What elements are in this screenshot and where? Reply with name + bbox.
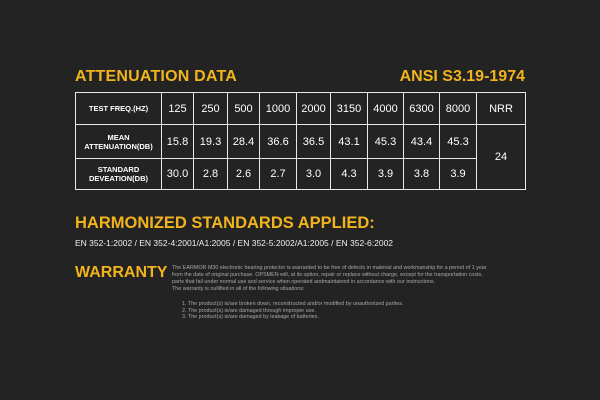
harmonized-standards-title: HARMONIZED STANDARDS APPLIED: bbox=[75, 214, 375, 232]
frequency-cell: 8000 bbox=[440, 93, 477, 125]
standard-deviation-row bbox=[76, 159, 526, 190]
mean-attenuation-cell: 36.6 bbox=[260, 125, 297, 159]
frequency-cell: 4000 bbox=[368, 93, 404, 125]
standard-deviation-cell: 30.0 bbox=[162, 159, 194, 190]
ansi-standard-label: ANSI S3.19-1974 bbox=[399, 68, 525, 85]
standard-deviation-cell: 3.9 bbox=[368, 159, 404, 190]
warranty-paragraph-line: The warranty is nullified in all of the following situations: bbox=[172, 286, 305, 292]
mean-attenuation-cell: 19.3 bbox=[194, 125, 228, 159]
frequency-cell: 6300 bbox=[404, 93, 440, 125]
warranty-paragraph-line: parts that fail under normal use and service when operated andmaintained in accordance with our instructions. bbox=[172, 279, 436, 285]
list-item: 2. The product(s) is/are damaged through improper use. bbox=[182, 307, 316, 314]
mean-attenuation-cell: 45.3 bbox=[440, 125, 477, 159]
harmonized-standards-list: EN 352-1:2002 / EN 352-4:2001/A1:2005 / EN 352-5:2002/A1:2005 / EN 352-6:2002 bbox=[75, 238, 394, 248]
warranty-paragraph-line: from the date of original purchase. OPSMEN will, at its option, repair or replace without charge, except for the transportation costs, bbox=[172, 272, 483, 278]
standard-deviation-cell: 2.6 bbox=[228, 159, 260, 190]
mean-attenuation-row bbox=[76, 125, 526, 159]
warranty-paragraph-line: The EARMOR M30 electronic hearing protector is warranted to be free of defects in material and workmanship for a period of 1 year bbox=[172, 265, 487, 271]
frequency-cell: 3150 bbox=[331, 93, 368, 125]
attenuation-data-title: ATTENUATION DATA bbox=[75, 68, 237, 85]
standard-deviation-cell: 3.9 bbox=[440, 159, 477, 190]
mean-attenuation-cell: 43.1 bbox=[331, 125, 368, 159]
mean-attenuation-cell: 15.8 bbox=[162, 125, 194, 159]
standard-deviation-cell: 3.8 bbox=[404, 159, 440, 190]
warranty-title: WARRANTY bbox=[75, 264, 168, 281]
row-header-standard-deviation: STANDARD DEVEATION(DB) bbox=[76, 159, 162, 190]
list-item: 3. The product(s) is/are damaged by leakage of batteries. bbox=[182, 314, 319, 321]
standard-deviation-cell: 2.8 bbox=[194, 159, 228, 190]
mean-attenuation-cell: 45.3 bbox=[368, 125, 404, 159]
warranty-exclusions-list bbox=[182, 301, 532, 321]
nrr-value-cell: 24 bbox=[477, 125, 526, 190]
attenuation-table bbox=[75, 92, 526, 190]
frequency-cell: 2000 bbox=[297, 93, 331, 125]
mean-attenuation-cell: 43.4 bbox=[404, 125, 440, 159]
frequency-cell: 250 bbox=[194, 93, 228, 125]
frequency-row bbox=[76, 93, 526, 125]
nrr-header-cell: NRR bbox=[477, 93, 526, 125]
warranty-text bbox=[172, 265, 532, 321]
standard-deviation-cell: 4.3 bbox=[331, 159, 368, 190]
mean-attenuation-cell: 36.5 bbox=[297, 125, 331, 159]
row-header-test-frequency: TEST FREQ.(HZ) bbox=[76, 93, 162, 125]
list-item: 1. The product(s) is/are broken down, reconstructed and/or modified by unauthorized parties. bbox=[182, 301, 404, 307]
mean-attenuation-cell: 28.4 bbox=[228, 125, 260, 159]
standard-deviation-cell: 3.0 bbox=[297, 159, 331, 190]
frequency-cell: 1000 bbox=[260, 93, 297, 125]
frequency-cell: 500 bbox=[228, 93, 260, 125]
frequency-cell: 125 bbox=[162, 93, 194, 125]
standard-deviation-cell: 2.7 bbox=[260, 159, 297, 190]
row-header-mean-attenuation: MEAN ATTENUATION(DB) bbox=[76, 125, 162, 159]
